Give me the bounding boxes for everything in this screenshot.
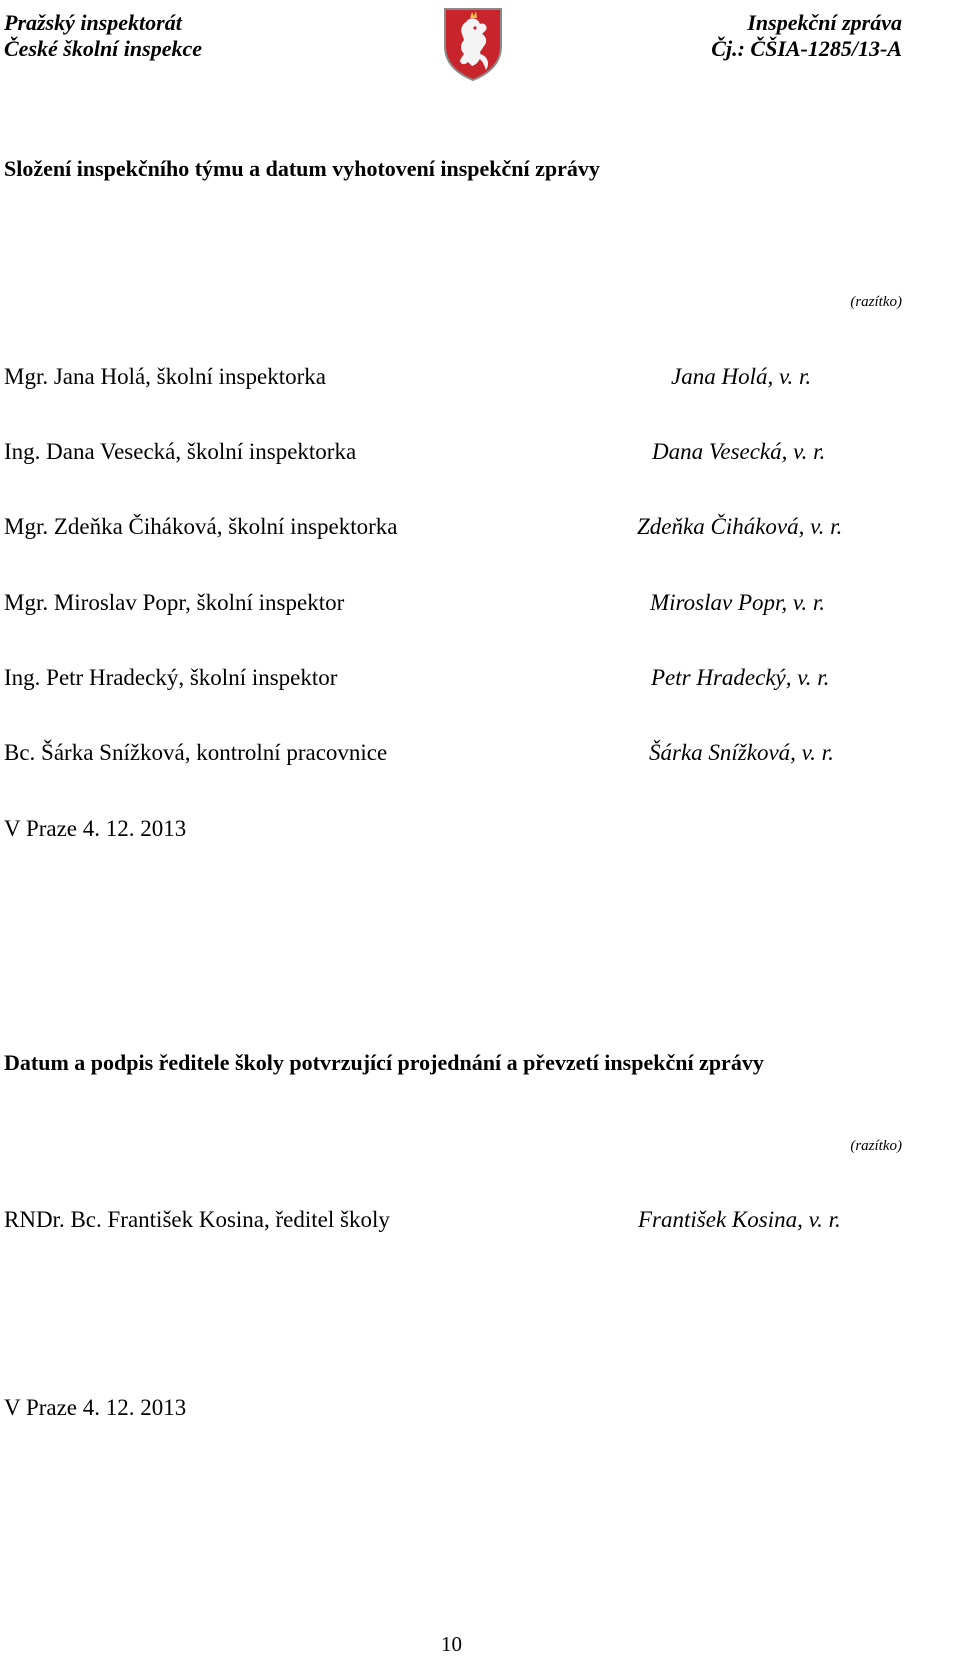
stamp-label: (razítko) <box>850 294 902 310</box>
report-type: Inspekční zpráva <box>747 10 902 35</box>
header-right <box>711 10 902 62</box>
team-member-name: Mgr. Jana Holá, školní inspektorka <box>4 364 326 389</box>
acceptance-date: V Praze 4. 12. 2013 <box>4 1395 187 1420</box>
stamp-label: (razítko) <box>850 1138 902 1154</box>
section-title-team: Složení inspekčního týmu a datum vyhotovení inspekční zprávy <box>4 156 600 181</box>
coat-of-arms-logo <box>442 6 504 82</box>
team-member-signature: Zdeňka Čiháková, v. r. <box>637 514 843 539</box>
header-left <box>4 10 202 62</box>
director-signature: František Kosina, v. r. <box>638 1207 841 1232</box>
report-date: V Praze 4. 12. 2013 <box>4 816 187 841</box>
inspectorate-name: Pražský inspektorát <box>4 10 182 35</box>
team-member-signature: Miroslav Popr, v. r. <box>650 590 826 615</box>
team-member-signature: Jana Holá, v. r. <box>671 364 812 389</box>
director-name: RNDr. Bc. František Kosina, ředitel školy <box>4 1207 390 1232</box>
team-member-name: Mgr. Zdeňka Čiháková, školní inspektorka <box>4 514 398 539</box>
team-member-name: Ing. Petr Hradecký, školní inspektor <box>4 665 338 690</box>
team-member-name: Mgr. Miroslav Popr, školní inspektor <box>4 590 345 615</box>
team-member-name: Bc. Šárka Snížková, kontrolní pracovnice <box>4 740 388 765</box>
team-member-name: Ing. Dana Vesecká, školní inspektorka <box>4 439 357 464</box>
inspection-name: České školní inspekce <box>4 36 202 61</box>
team-member-signature: Dana Vesecká, v. r. <box>652 439 826 464</box>
team-member-signature: Petr Hradecký, v. r. <box>651 665 830 690</box>
section-title-director: Datum a podpis ředitele školy potvrzující projednání a převzetí inspekční zprávy <box>4 1050 764 1075</box>
team-member-signature: Šárka Snížková, v. r. <box>649 740 834 765</box>
reference-number: Čj.: ČŠIA-1285/13-A <box>711 36 902 61</box>
page-number: 10 <box>441 1632 462 1656</box>
